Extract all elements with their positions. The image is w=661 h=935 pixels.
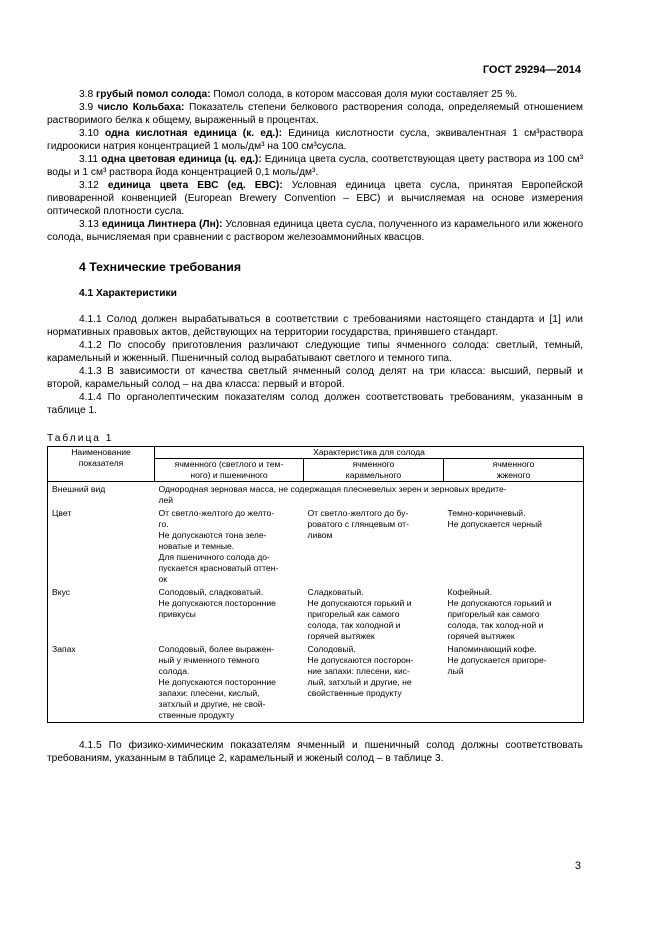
cell-line: го. [158,519,169,529]
cell-line: затхлый и другие, не свой- [158,699,266,709]
row-name-appearance: Внешний вид [48,482,155,508]
cell-line: ячменного [352,459,395,469]
definition-term: число Кольбаха: [97,102,185,113]
requirement-paragraph: 4.1.4 По органолептическим показателям солод должен соответствовать требованиям, указанным в таблице 1. [47,392,583,416]
definition-number: 3.11 [79,154,102,165]
cell-line: Не допускаются посторонние [158,598,276,608]
cell-line: Для пшеничного солода до- [158,552,270,562]
cell-line: Солодовый, более выражен- [158,644,275,654]
header-caramel [304,459,444,482]
row-value-appearance [155,482,584,508]
requirement-paragraph: 4.1.2 По способу приготовления различают следующие типы ячменного солода: светлый, темный, карамельный и жженный. Пшеничный солод вырабатывают светлого и темного типа. [47,340,583,364]
definition-paragraph [47,179,583,218]
definition-number: 3.9 [79,102,98,113]
definitions-list [47,88,583,244]
cell-line: Темно-коричневый. [447,508,526,518]
table-caption: Таблица 1 [47,433,114,444]
cell-light-dark-wheat [155,507,304,586]
cell-caramel [304,507,444,586]
cell-line: привкусы [158,609,196,619]
definition-text: Показатель степени белкового растворения солода, определяемый отношением растворимого белка к общему, выраженный в процентах. [47,102,584,126]
definition-term: одна кислотная единица (к. ед.): [105,128,283,139]
cell-line: лый, затхлый и другие, не [307,677,412,687]
row-name [48,507,155,586]
cell-line: ние запахи: плесени, кис- [307,666,410,676]
section-title: 4 Технические требования [79,260,241,274]
table-1 [47,446,584,723]
page-content [47,88,583,765]
definition-paragraph [47,127,583,153]
cell-light-dark-wheat [155,643,304,723]
header-characteristic-group: Характеристика для солода [155,447,584,459]
definition-number: 3.10 [79,128,105,139]
cell-line: ок [158,574,168,584]
definition-term: единица цвета ЕВС (ед. ЕВС): [107,180,283,191]
paragraph-4-1-5: 4.1.5 По физико-химическим показателям ячменный и пшеничный солод должны соответствовать требованиям, указанным в таблице 2, карамельный и жженый солод – в таблице 3. [47,740,583,764]
cell-line: ячменного (светлого и тем- [174,459,284,469]
cell-line: Солодовый. [307,644,356,654]
cell-line: Не допускаются тона зеле- [158,530,267,540]
cell-line: Не допускается черный [447,519,542,529]
table-row [48,586,584,643]
table-row [48,507,584,586]
cell-line: свойственные продукту [307,688,402,698]
definition-text: Условная единица цвета сусла, принятая Европейской пивоваренной конвенцией (European Brewery Convention – ЕВС) и вычисляемая на основе измерения оптической плотности сусла. [47,180,583,217]
cell-line: Цвет [52,508,72,518]
cell-line: жженого [496,470,531,480]
definition-paragraph [47,88,583,101]
definition-text: Единица цвета сусла, соответствующая цвету раствора из 100 см³ воды и 1 см³ раствора йода концентрацией 0,1 моль/дм³. [47,154,583,178]
cell-line: запахи: плесени, кислый, [158,688,260,698]
cell-line: Запах [52,644,76,654]
cell-caramel [304,643,444,723]
cell-line: Кофейный. [447,587,493,597]
header-light-dark-wheat [155,459,304,482]
cell-line: ного) и пшеничного [190,470,268,480]
requirement-paragraph: 4.1.3 В зависимости от качества светлый ячменный солод делят на три класса: высший, первый и второй, карамельный солод – на два класса: первый и второй. [47,366,583,390]
cell-line: карамельного [345,470,402,480]
cell-line: Не допускается пригоре- [447,655,547,665]
cell-line: От светло-желтого до бу- [307,508,409,518]
cell-caramel [304,586,444,643]
cell-line: Не допускаются горький и [307,598,412,608]
definition-paragraph [47,153,583,179]
cell-line: горячей вытяжек [447,631,515,641]
cell-line: Не допускаются горький и [447,598,552,608]
cell-line: показателя [78,458,124,468]
definition-paragraph [47,101,583,127]
cell-line: солода, так холод-ной и [447,620,544,630]
definition-term: одна цветовая единица (ц. ед.): [101,154,262,165]
header-roasted [444,459,584,482]
cell-roasted [444,643,584,723]
definition-text: Помол солода, в котором массовая доля муки составляет 25 %. [210,89,518,100]
cell-line: роватого с глянцевым от- [307,519,409,529]
cell-line: Не допускаются посторонние [158,677,276,687]
definition-term: грубый помол солода: [96,89,211,100]
requirement-paragraph: 4.1.1 Солод должен вырабатываться в соответствии с требованиями настоящего стандарта и [1] или нормативных правовых актов, действующих на территории государства, принявшего стандарт. [47,314,583,338]
definition-text: Условная единица цвета сусла, полученного из карамельного или жженого солода, вычисляемая при сравнении с раствором железоаммонийных квасцов. [47,219,583,243]
cell-roasted [444,586,584,643]
cell-line: От светло-желтого до желто- [158,508,275,518]
cell-line: ячменного [492,459,535,469]
definition-number: 3.12 [79,180,108,191]
cell-line: Вкус [52,587,71,597]
cell-line: Солодовый, сладковатый. [158,587,264,597]
definition-paragraph [47,218,583,244]
cell-line: солода. [158,666,190,676]
row-name [48,643,155,723]
cell-line: Наименование [71,447,131,457]
definition-number: 3.8 [79,89,96,100]
cell-line: Не допускаются посторон- [307,655,414,665]
table-row [48,643,584,723]
row-name [48,586,155,643]
definition-number: 3.13 [79,219,102,230]
cell-line: лый [447,666,464,676]
cell-line: лей [158,495,174,505]
cell-line: пригорелый как самого [447,609,540,619]
standard-code: ГОСТ 29294—2014 [482,64,581,76]
cell-line: солода, так холодной и [307,620,401,630]
cell-line: новатые и темные. [158,541,235,551]
definition-term: единица Линтнера (Лн): [101,219,223,230]
definition-text: Единица кислотности сусла, эквивалентная 1 см³раствора гидроокиси натрия концентрацией 1 моль/дм³ на 100 см³сусла. [47,128,583,152]
cell-line: Сладковатый. [307,587,364,597]
requirements-paragraphs [47,313,583,417]
cell-line: Напоминающий кофе. [447,644,537,654]
header-indicator-name [48,447,155,482]
cell-line: ственные продукту [158,710,235,720]
cell-line: ливом [307,530,333,540]
subsection-title: 4.1 Характеристики [79,288,177,299]
cell-light-dark-wheat [155,586,304,643]
cell-line: пускается красноватый оттен- [158,563,279,573]
cell-line: пригорелый как самого [307,609,400,619]
page-number: 3 [574,860,581,872]
cell-line: Однородная зерновая масса, не содержащая плесневелых зерен и зерновых вредите- [158,484,507,494]
cell-line: ный у ячменного темного [158,655,260,665]
cell-roasted [444,507,584,586]
cell-line: горячей вытяжек [307,631,375,641]
